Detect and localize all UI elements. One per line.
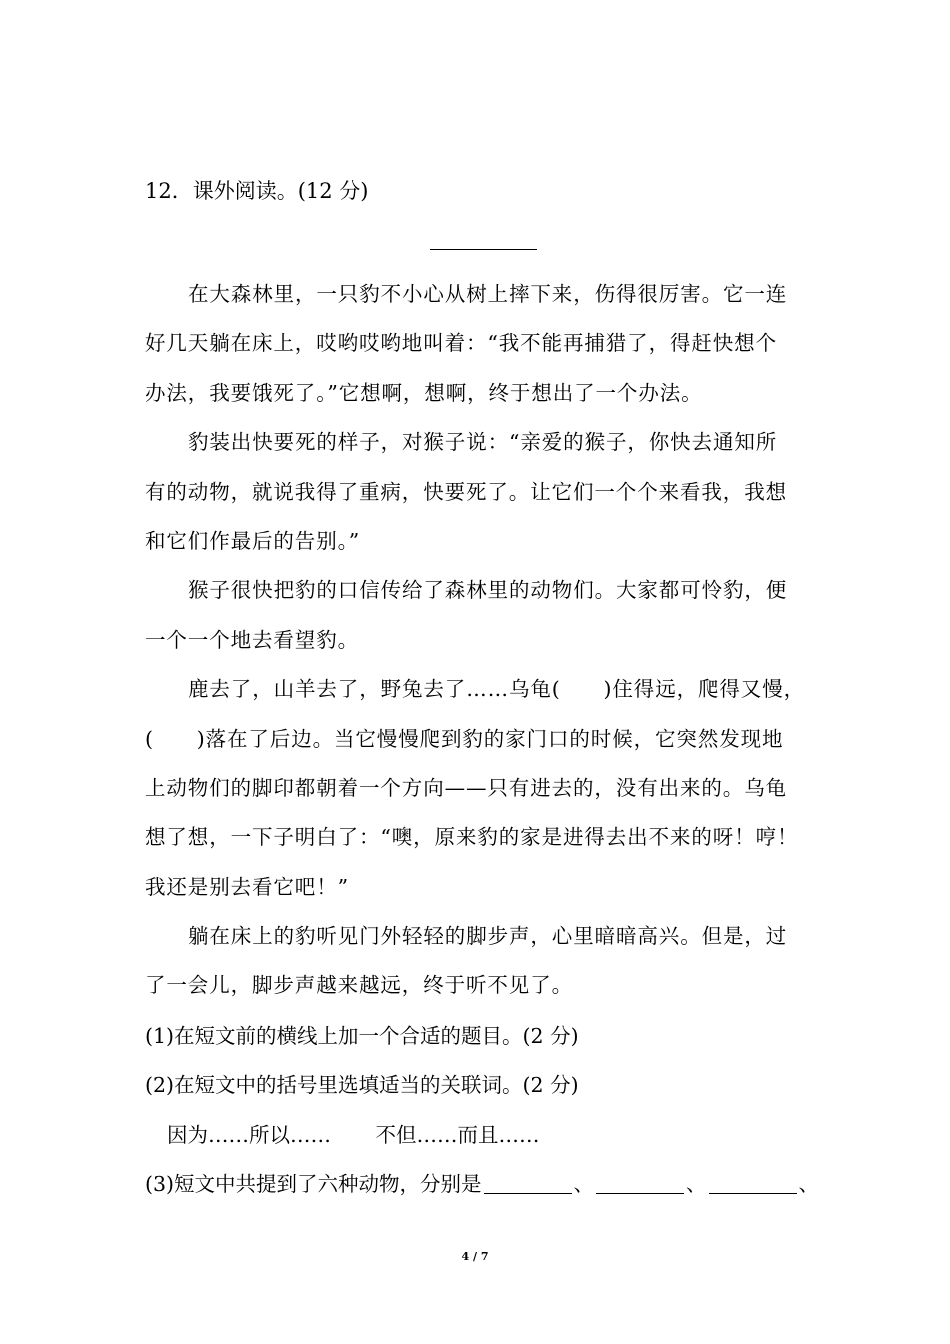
animal-answer-blank[interactable] (596, 1173, 684, 1194)
passage-line: 有的动物，就说我得了重病，快要死了。让它们一个个来看我，我想 (145, 479, 787, 504)
reading-passage (145, 270, 805, 1011)
title-answer-blank[interactable] (430, 249, 537, 250)
passage-line: 办法，我要饿死了。”它想啊，想啊，终于想出了一个办法。 (145, 380, 703, 405)
separator: 、 (573, 1172, 595, 1197)
animal-answer-blank[interactable] (709, 1173, 797, 1194)
conjunction-options (145, 1111, 815, 1160)
passage-line: 一个一个地去看望豹。 (145, 627, 359, 652)
passage-line: 想了想，一下子明白了：“噢，原来豹的家是进得去出不来的呀！哼！ (145, 825, 799, 850)
option-budan-erqie: 不但……而且…… (375, 1122, 540, 1147)
page-number: 4 / 7 (461, 1250, 489, 1263)
sub-question-2: (2)在短文中的括号里选填适当的关联词。(2 分) (145, 1073, 579, 1098)
question-title: 12．课外阅读。(12 分) (145, 179, 369, 203)
passage-line: 和它们作最后的告别。” (145, 528, 361, 553)
separator: 、 (798, 1172, 820, 1197)
passage-line: 豹装出快要死的样子，对猴子说：“亲爱的猴子，你快去通知所 (188, 430, 778, 455)
passage-line: 了一会儿，脚步声越来越远，终于听不见了。 (145, 973, 573, 998)
passage-line: ( )落在了后边。当它慢慢爬到豹的家门口的时候，它突然发现地 (145, 726, 784, 751)
passage-line: 躺在床上的豹听见门外轻轻的脚步声，心里暗暗高兴。但是，过 (188, 924, 788, 949)
sub-question-1: (1)在短文前的横线上加一个合适的题目。(2 分) (145, 1024, 579, 1048)
passage-line: 在大森林里，一只豹不小心从树上摔下来，伤得很厉害。它一连 (188, 282, 788, 306)
passage-line: 上动物们的脚印都朝着一个方向——只有进去的，没有出来的。乌龟 (145, 775, 787, 800)
passage-line: 我还是别去看它吧！” (145, 874, 349, 899)
passage-line: 猴子很快把豹的口信传给了森林里的动物们。大家都可怜豹，便 (188, 578, 788, 603)
separator: 、 (686, 1172, 707, 1197)
sub-questions (145, 1012, 820, 1210)
passage-line: 鹿去了，山羊去了，野兔去了……乌龟( )住得远，爬得又慢， (188, 677, 805, 702)
passage-line: 好几天躺在床上，哎哟哎哟地叫着：“我不能再捕猎了，得赶快想个 (145, 331, 777, 356)
animal-answer-blank[interactable] (484, 1173, 572, 1194)
sub-question-3 (145, 1160, 820, 1209)
option-yinwei-suoyi: 因为……所以…… (167, 1122, 331, 1147)
sub-question-3-text: (3)短文中共提到了六种动物，分别是 (145, 1172, 482, 1197)
